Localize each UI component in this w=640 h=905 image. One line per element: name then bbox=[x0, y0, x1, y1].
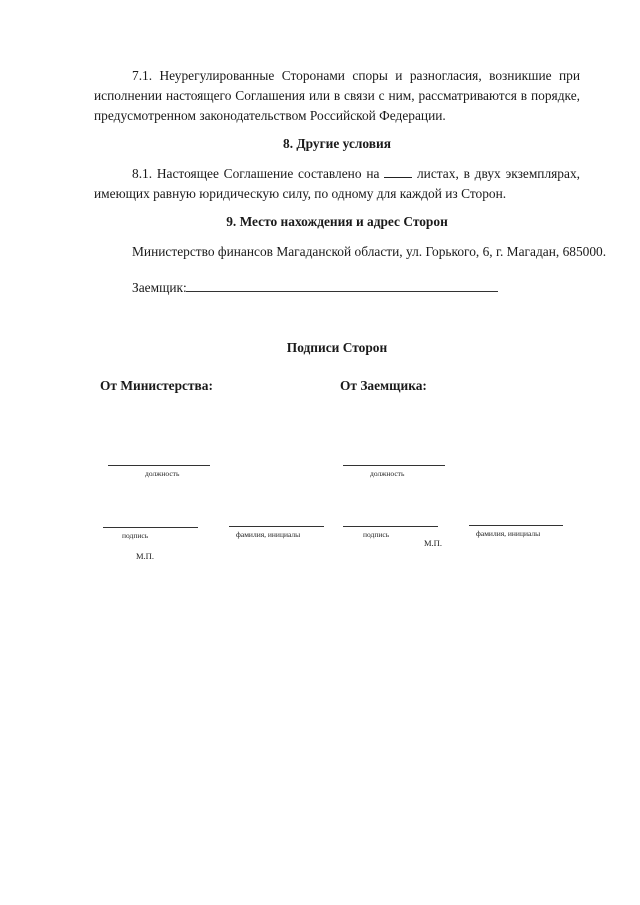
borrower-label: Заемщик: bbox=[132, 280, 187, 295]
paragraph-8-1-text-end: листах, в двух экземплярах, имеющих равную юридическую силу, по одному для каждой из Сторон. bbox=[94, 166, 580, 201]
section-9-heading: 9. Место нахождения и адрес Сторон bbox=[226, 214, 448, 229]
sheet-count-blank bbox=[384, 165, 412, 178]
borrower-name-line bbox=[469, 525, 563, 526]
paragraph-7-1 bbox=[94, 66, 580, 126]
ministry-name-caption: фамилия, инициалы bbox=[236, 530, 301, 539]
borrower-position-line bbox=[343, 465, 445, 466]
paragraph-7-1-text: 7.1. Неурегулированные Сторонами споры и разногласия, возникшие при исполнении настоящего Соглашения или в связи с ним, рассматриваются в порядке, предусмотренном законодательством Российской Федерации. bbox=[94, 68, 580, 123]
signatures-heading: Подписи Сторон bbox=[286, 340, 388, 355]
borrower-name-caption: фамилия, инициалы bbox=[476, 529, 541, 538]
ministry-signature-caption: подпись bbox=[122, 531, 149, 540]
ministry-position-caption: должность bbox=[145, 469, 180, 478]
ministry-position-line bbox=[108, 465, 210, 466]
ministry-name-line bbox=[229, 526, 324, 527]
from-borrower-label: От Заемщика: bbox=[340, 378, 427, 393]
borrower-signature-caption: подпись bbox=[363, 530, 390, 539]
from-ministry-label: От Министерства: bbox=[100, 378, 213, 393]
borrower-address-line bbox=[186, 291, 498, 292]
paragraph-8-1-text-start: 8.1. Настоящее Соглашение составлено на bbox=[132, 166, 380, 181]
ministry-stamp-mark: М.П. bbox=[136, 551, 154, 561]
borrower-position-caption: должность bbox=[370, 469, 405, 478]
paragraph-8-1 bbox=[94, 164, 580, 204]
borrower-signature-line bbox=[343, 526, 438, 527]
ministry-signature-line bbox=[103, 527, 198, 528]
borrower-stamp-mark: М.П. bbox=[424, 538, 442, 548]
section-8-heading: 8. Другие условия bbox=[283, 136, 391, 151]
ministry-address: Министерство финансов Магаданской области, ул. Горького, 6, г. Магадан, 685000. bbox=[132, 244, 607, 259]
